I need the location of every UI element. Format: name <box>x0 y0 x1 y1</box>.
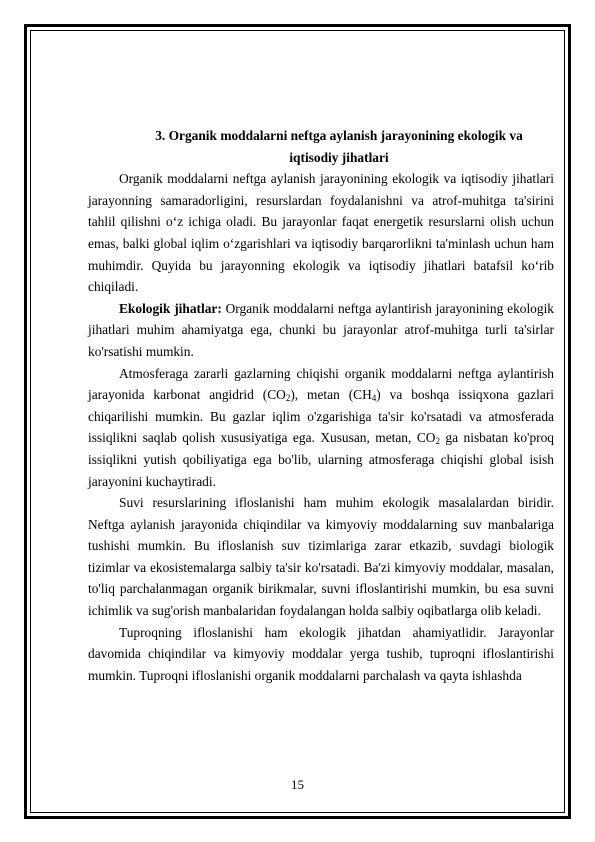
harmful-gases-text-4: ga nisbatan ko'proq issiqlikni yutish qobiliyatiga ega bo'lib, ularning atmosferaga chiqishi global isish jarayonini kuchaytiradi. <box>88 430 554 489</box>
co2-subscript-2: 2 <box>435 436 440 447</box>
section-title-line-2: iqtisodiy jihatlari <box>289 149 389 165</box>
page-number: 15 <box>291 777 304 792</box>
ecological-aspects-text: Organik moddalarni neftga aylantirish jarayonining ekologik jihatlari muhim ahamiyatga ega, chunki bu jarayonlar atrof-muhitga turli ta'sirlar ko'rsatishi mumkin. <box>88 300 554 359</box>
paragraph-soil-pollution: Tuproqning ifloslanishi ham ekologik jihatdan ahamiyatlidir. Jarayonlar davomida chiqindilar va kimyoviy moddalar yerga tushib, tuproqni ifloslantirishi mumkin. Tuproqni ifloslanishi organik moddalarni parchalash va qayta ishlashda <box>88 624 554 683</box>
co2-subscript-1: 2 <box>285 393 291 404</box>
paragraph-water-pollution: Suvi resurslarining ifloslanishi ham muhim ekologik masalalardan biridir. Neftga aylanish jarayonida chiqindilar va kimyoviy moddalarning suv manbalariga tushishi mumkin. Bu ifloslanish suv tizimlariga zarar etkazib, suvdagi biologik tizimlar va ekosistemalarga salbiy ta'sir ko'rsatadi. Ba'zi kimyoviy moddalar, masalan, to'liq parchalanmagan organik birikmalar, suvni ifloslantirishi mumkin, bu esa suvni ichimlik va sug'orish manbalaridan foydalangan holda salbiy oqibatlarga olib keladi. <box>88 495 554 619</box>
section-title <box>88 125 554 168</box>
ecological-aspects-label: Ekologik jihatlar: <box>119 300 222 316</box>
section-title-line-1: 3. Organik moddalarni neftga aylanish jarayonining ekologik va <box>155 128 523 143</box>
document-body <box>88 125 554 686</box>
paragraph-intro: Organik moddalarni neftga aylanish jarayonining ekologik va iqtisodiy jihatlari jarayonning samaradorligini, resurslardan foydalanishni va atrof-muhitga ta'sirini tahlil qilishni o‘z ichiga oladi. Bu jarayonlar faqat energetik resurslarni olish uchun emas, balki global iqlim o‘zgarishlari va iqtisodiy barqarorlikni ta'minlash uchun ham muhimdir. Quyida bu jarayonning ekologik va iqtisodiy jihatlari batafsil ko‘rib chiqiladi. <box>88 171 554 295</box>
harmful-gases-text-2: ), metan (CH <box>290 387 372 403</box>
paragraph-ecological-aspects <box>88 298 554 363</box>
ch4-subscript: 4 <box>371 393 377 404</box>
harmful-gases-text-1: Atmosferaga zararli gazlarning chiqishi organik moddalarni neftga aylantirish jarayonida karbonat angidrid (CO <box>88 365 554 403</box>
harmful-gases-text-3: ) va boshqa issiqxona gazlari chiqarilishi mumkin. Bu gazlar iqlim o'zgarishiga ta'sir ko'rsatadi va atmosferada issiqlikni saqlab qolish xususiyatiga ega. Xususan, metan, CO <box>88 387 555 446</box>
paragraph-harmful-gases <box>88 363 554 493</box>
